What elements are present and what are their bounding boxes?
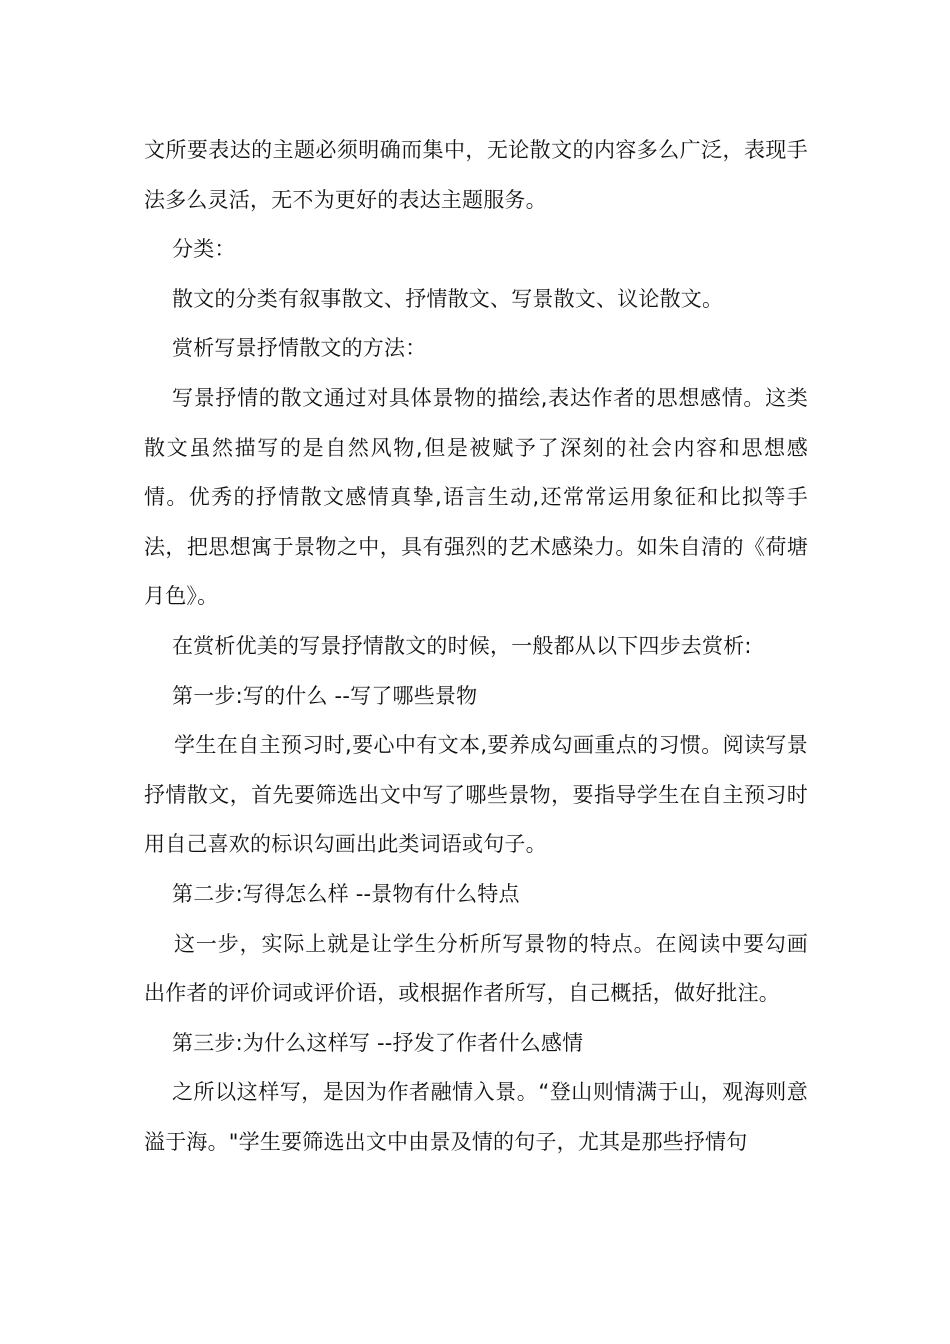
step-two-heading: 第二步:写得怎么样 --景物有什么特点	[172, 881, 520, 906]
document-body	[144, 126, 808, 1167]
step-three-body: 之所以这样写，是因为作者融情入景。“登山则情满于山，观海则意溢于海。"学生要筛选出文中由景及情的句子，尤其是那些抒情句	[144, 1080, 808, 1154]
step-three-heading: 第三步:为什么这样写 --抒发了作者什么感情	[172, 1030, 584, 1055]
paragraph-method-heading: 赏析写景抒情散文的方法：	[172, 336, 427, 361]
paragraph-classification-heading: 分类：	[172, 237, 236, 262]
paragraph-theme-continuation: 文所要表达的主题必须明确而集中，无论散文的内容多么广泛，表现手法多么灵活，无不为更好的表达主题服务。	[144, 138, 808, 212]
step-two-body: 这一步，实际上就是让学生分析所写景物的特点。在阅读中要勾画出作者的评价词或评价语，或根据作者所写，自己概括，做好批注。	[144, 931, 808, 1006]
step-one-heading: 第一步:写的什么 --写了哪些景物	[172, 683, 478, 708]
paragraph-classification: 散文的分类有叙事散文、抒情散文、写景散文、议论散文。	[172, 286, 724, 311]
paragraph-method-intro: 写景抒情的散文通过对具体景物的描绘,表达作者的思想感情。这类散文虽然描写的是自然风物,但是被赋予了深刻的社会内容和思想感情。优秀的抒情散文感情真挚,语言生动,还常常运用象征和比拟等手法，把思想寓于景物之中，具有强烈的艺术感染力。如朱自清的《荷塘月色》。	[144, 385, 808, 609]
step-one-body: 学生在自主预习时,要心中有文本,要养成勾画重点的习惯。阅读写景抒情散文，首先要筛选出文中写了哪些景物，要指导学生在自主预习时用自己喜欢的标识勾画出此类词语或句子。	[144, 733, 808, 857]
paragraph-four-steps: 在赏析优美的写景抒情散文的时候，一般都从以下四步去赏析:	[172, 633, 752, 658]
